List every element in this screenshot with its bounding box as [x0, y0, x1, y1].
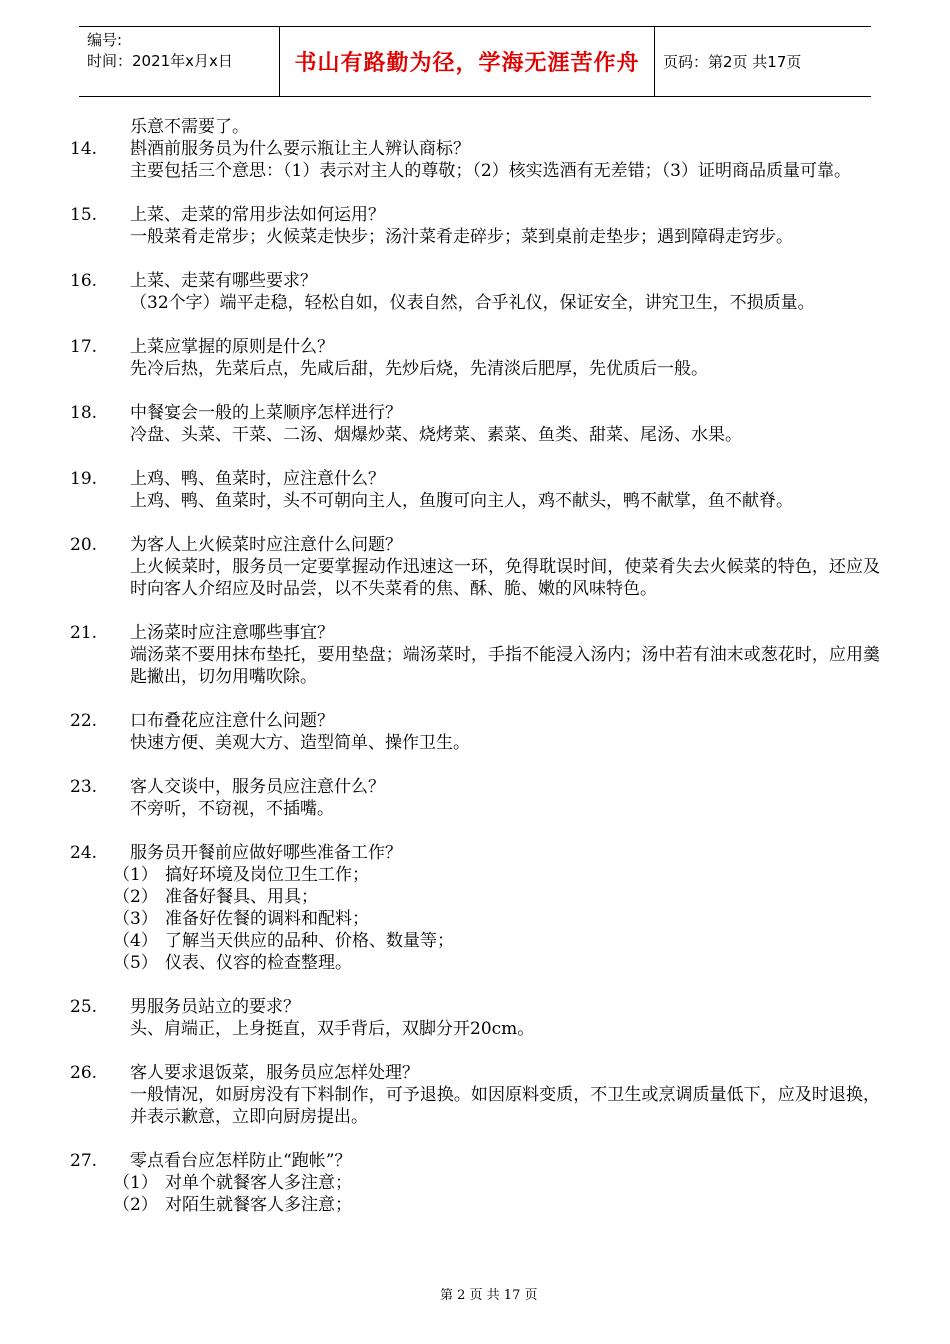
- question-row: [70, 1062, 880, 1084]
- answer-text: 端汤菜不要用抹布垫托，要用垫盘；端汤菜时，手指不能浸入汤内；汤中若有油末或葱花时，应用羹匙撇出，切勿用嘴吹除。: [130, 645, 880, 687]
- sub-item: [70, 952, 880, 974]
- question-row: [70, 996, 880, 1018]
- sub-item-text: 搞好环境及岗位卫生工作；: [165, 865, 369, 885]
- sub-item-number: （4）: [113, 931, 158, 951]
- answer-text: 一般菜肴走常步；火候菜走快步；汤汁菜肴走碎步；菜到桌前走垫步；遇到障碍走窍步。: [130, 227, 793, 247]
- sub-item: [70, 1172, 880, 1194]
- sub-item-text: 对陌生就餐客人多注意；: [165, 1195, 352, 1215]
- qa-item: [70, 1062, 880, 1128]
- answer-text: 先冷后热，先菜后点，先咸后甜，先炒后烧，先清淡后肥厚，先优质后一般。: [130, 359, 708, 379]
- page-header: [79, 26, 871, 97]
- question-text: 斟酒前服务员为什么要示瓶让主人辨认商标？: [130, 139, 470, 159]
- sub-item: [70, 886, 880, 908]
- question-row: [70, 534, 880, 556]
- question-number: 19.: [70, 469, 98, 489]
- sub-item-text: 准备好餐具、用具；: [165, 887, 318, 907]
- question-text: 男服务员站立的要求？: [130, 997, 300, 1017]
- question-text: 上菜、走菜的常用步法如何运用？: [130, 205, 385, 225]
- sub-item-number: （3）: [113, 909, 158, 929]
- qa-item: [70, 204, 880, 248]
- question-text: 上菜、走菜有哪些要求？: [130, 271, 317, 291]
- question-row: [70, 336, 880, 358]
- qa-item: [70, 710, 880, 754]
- sub-item: [70, 864, 880, 886]
- sub-item: [70, 1194, 880, 1216]
- sub-item-number: （1）: [113, 1173, 158, 1193]
- question-row: [70, 402, 880, 424]
- question-text: 上菜应掌握的原则是什么？: [130, 337, 334, 357]
- answer-text: （32个字）端平走稳，轻松自如，仪表自然，合乎礼仪，保证安全，讲究卫生，不损质量。: [130, 293, 815, 313]
- qa-item: [70, 270, 880, 314]
- qa-item: [70, 1150, 880, 1216]
- answer-text: 头、肩端正，上身挺直，双手背后，双脚分开20cm。: [130, 1019, 535, 1039]
- sub-item-text: 准备好佐餐的调料和配料；: [165, 909, 369, 929]
- answer-text: 主要包括三个意思：（1）表示对主人的尊敬；（2）核实选酒有无差错；（3）证明商品质量可靠。: [130, 161, 851, 181]
- question-number: 16.: [70, 271, 98, 291]
- answer-text: 上鸡、鸭、鱼菜时，头不可朝向主人，鱼腹可向主人，鸡不献头，鸭不献掌，鱼不献脊。: [130, 491, 793, 511]
- qa-item: [70, 402, 880, 446]
- intro-text: 乐意不需要了。: [130, 117, 249, 137]
- question-text: 口布叠花应注意什么问题？: [130, 711, 334, 731]
- answer-text: 冷盘、头菜、干菜、二汤、烟爆炒菜、烧烤菜、素菜、鱼类、甜菜、尾汤、水果。: [130, 425, 742, 445]
- time-label: 时间：2021年x月x日: [87, 52, 233, 70]
- question-text: 上鸡、鸭、鱼菜时，应注意什么？: [130, 469, 385, 489]
- qa-item: [70, 842, 880, 974]
- header-motto: 书山有路勤为径，学海无涯苦作舟: [280, 27, 655, 96]
- sub-item-text: 了解当天供应的品种、价格、数量等；: [165, 931, 454, 951]
- question-number: 22.: [70, 711, 98, 731]
- question-row: [70, 270, 880, 292]
- question-text: 客人要求退饭菜，服务员应怎样处理？: [130, 1063, 419, 1083]
- question-number: 15.: [70, 205, 98, 225]
- question-row: [70, 622, 880, 644]
- answer-text: 上火候菜时，服务员一定要掌握动作迅速这一环，免得耽误时间，使菜肴失去火候菜的特色，还应及时向客人介绍应及时品尝，以不失菜肴的焦、酥、脆、嫩的风味特色。: [130, 557, 880, 599]
- qa-item: [70, 138, 880, 182]
- sub-item: [70, 930, 880, 952]
- sub-item-number: （2）: [113, 887, 158, 907]
- question-number: 23.: [70, 777, 98, 797]
- answer-text: 快速方便、美观大方、造型简单、操作卫生。: [130, 733, 470, 753]
- question-number: 27.: [70, 1151, 98, 1171]
- question-row: [70, 710, 880, 732]
- question-number: 25.: [70, 997, 98, 1017]
- question-row: [70, 776, 880, 798]
- question-text: 客人交谈中，服务员应注意什么？: [130, 777, 385, 797]
- number-label: 编号:: [87, 31, 123, 49]
- sub-item-number: （5）: [113, 953, 158, 973]
- question-number: 21.: [70, 623, 98, 643]
- question-number: 17.: [70, 337, 98, 357]
- question-number: 18.: [70, 403, 98, 423]
- question-text: 服务员开餐前应做好哪些准备工作？: [130, 843, 402, 863]
- question-row: [70, 842, 880, 864]
- question-row: [70, 1150, 880, 1172]
- question-text: 中餐宴会一般的上菜顺序怎样进行？: [130, 403, 402, 423]
- answer-text: 一般情况，如厨房没有下料制作，可予退换。如因原料变质，不卫生或烹调质量低下，应及时退换，并表示歉意，立即向厨房提出。: [130, 1085, 880, 1127]
- question-text: 零点看台应怎样防止“跑帐”？: [130, 1151, 352, 1171]
- question-number: 14.: [70, 139, 98, 159]
- header-meta: [79, 27, 280, 96]
- sub-item: [70, 908, 880, 930]
- sub-item-text: 仪表、仪容的检查整理。: [165, 953, 352, 973]
- sub-item-text: 对单个就餐客人多注意；: [165, 1173, 352, 1193]
- question-row: [70, 204, 880, 226]
- document-body: [70, 116, 880, 1238]
- question-text: 为客人上火候菜时应注意什么问题？: [130, 535, 402, 555]
- qa-list: [70, 138, 880, 1216]
- header-page-label: 页码：第2页 共17页: [663, 53, 802, 71]
- question-row: [70, 468, 880, 490]
- sub-item-number: （2）: [113, 1195, 158, 1215]
- qa-item: [70, 776, 880, 820]
- qa-item: [70, 996, 880, 1040]
- sub-item-number: （1）: [113, 865, 158, 885]
- question-text: 上汤菜时应注意哪些事宜？: [130, 623, 334, 643]
- qa-item: [70, 468, 880, 512]
- page-footer: 第 2 页 共 17 页: [440, 1288, 538, 1303]
- question-number: 24.: [70, 843, 98, 863]
- qa-item: [70, 336, 880, 380]
- answer-text: 不旁听，不窃视，不插嘴。: [130, 799, 334, 819]
- question-number: 20.: [70, 535, 98, 555]
- qa-item: [70, 534, 880, 600]
- question-row: [70, 138, 880, 160]
- qa-item: [70, 622, 880, 688]
- question-number: 26.: [70, 1063, 98, 1083]
